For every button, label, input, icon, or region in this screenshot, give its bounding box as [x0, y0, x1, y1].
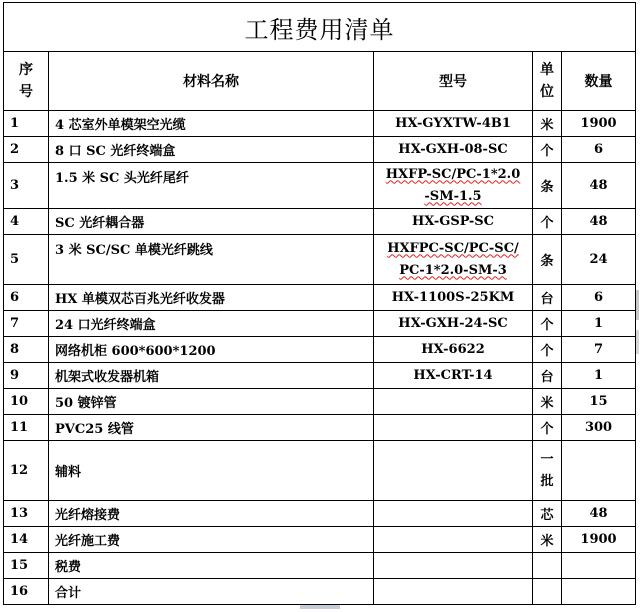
table-row [4, 527, 636, 553]
cell-model [374, 527, 533, 553]
cell-qty: 48 [562, 501, 636, 527]
cell-name: 辅料 [49, 441, 374, 501]
cell-name: 24 口光纤终端盒 [49, 311, 374, 337]
scroll-edge-mark-2 [636, 330, 639, 354]
header-unit-line2: 位 [540, 84, 554, 100]
scroll-edge-mark [636, 290, 639, 320]
cell-unit: 条 [533, 235, 562, 285]
cell-qty: 6 [562, 285, 636, 311]
cell-unit: 米 [533, 389, 562, 415]
cell-qty [562, 553, 636, 579]
table-row [4, 311, 636, 337]
cell-no: 4 [4, 209, 49, 235]
cell-qty: 15 [562, 389, 636, 415]
cell-qty: 24 [562, 235, 636, 285]
cell-no: 2 [4, 137, 49, 163]
cost-sheet [3, 2, 635, 608]
cell-no: 12 [4, 441, 49, 501]
cell-model [374, 163, 533, 209]
header-unit [533, 52, 562, 111]
bottom-edge-mark [300, 605, 340, 609]
cell-model [374, 415, 533, 441]
cell-qty [562, 579, 636, 605]
cell-model [374, 441, 533, 501]
cell-unit: 米 [533, 527, 562, 553]
cell-unit: 米 [533, 111, 562, 137]
table-row [4, 363, 636, 389]
table-row [4, 209, 636, 235]
table-row [4, 235, 636, 285]
cell-unit: 一批 [533, 441, 562, 501]
cell-no: 3 [4, 163, 49, 209]
cost-table [3, 2, 636, 605]
cell-qty: 1 [562, 363, 636, 389]
model-line: HX-6622 [421, 341, 485, 357]
cell-name: 光纤施工费 [49, 527, 374, 553]
cell-qty: 300 [562, 415, 636, 441]
table-body [4, 111, 636, 605]
cell-no: 8 [4, 337, 49, 363]
cell-unit: 个 [533, 415, 562, 441]
header-no [4, 52, 49, 111]
cell-qty: 48 [562, 163, 636, 209]
table-row [4, 111, 636, 137]
header-name: 材料名称 [49, 52, 374, 111]
cell-no: 10 [4, 389, 49, 415]
header-qty: 数量 [562, 52, 636, 111]
cell-name: 合计 [49, 579, 374, 605]
cell-no: 11 [4, 415, 49, 441]
table-row [4, 579, 636, 605]
table-row [4, 553, 636, 579]
cell-model [374, 111, 533, 137]
model-line: HXFPC-SC/PC-SC/ [387, 240, 519, 256]
cell-unit: 条 [533, 163, 562, 209]
cell-unit [533, 579, 562, 605]
header-no-line2: 号 [19, 84, 33, 100]
header-row [4, 52, 636, 111]
cell-no: 7 [4, 311, 49, 337]
cell-qty: 6 [562, 137, 636, 163]
table-row [4, 285, 636, 311]
cell-qty: 7 [562, 337, 636, 363]
title-row [4, 3, 636, 52]
header-no-line1: 序 [19, 62, 33, 78]
table-row [4, 501, 636, 527]
cell-no: 15 [4, 553, 49, 579]
cell-name: 1.5 米 SC 头光纤尾纤 [49, 163, 374, 209]
cell-no: 13 [4, 501, 49, 527]
model-line: HX-CRT-14 [413, 367, 493, 383]
cell-no: 5 [4, 235, 49, 285]
model-line: HX-GYXTW-4B1 [395, 115, 511, 131]
cell-model [374, 553, 533, 579]
cell-no: 14 [4, 527, 49, 553]
cell-model [374, 389, 533, 415]
table-row [4, 337, 636, 363]
header-model: 型号 [374, 52, 533, 111]
table-row [4, 163, 636, 209]
cell-qty: 1900 [562, 527, 636, 553]
cell-model [374, 285, 533, 311]
model-line: HX-GXH-08-SC [398, 141, 508, 157]
cell-qty: 48 [562, 209, 636, 235]
cell-model [374, 311, 533, 337]
cell-name: 税费 [49, 553, 374, 579]
cell-name: SC 光纤耦合器 [49, 209, 374, 235]
model-line: HXFP-SC/PC-1*2.0 [385, 166, 521, 182]
model-line: HX-GSP-SC [412, 213, 494, 229]
cell-name: PVC25 线管 [49, 415, 374, 441]
page-title: 工程费用清单 [4, 3, 636, 52]
cell-unit [533, 553, 562, 579]
cell-unit: 芯 [533, 501, 562, 527]
table-row [4, 389, 636, 415]
cell-no: 16 [4, 579, 49, 605]
cell-model [374, 137, 533, 163]
header-unit-line1: 单 [540, 62, 554, 78]
cell-no: 1 [4, 111, 49, 137]
cell-name: 光纤熔接费 [49, 501, 374, 527]
cell-qty: 1900 [562, 111, 636, 137]
cell-name: HX 单模双芯百兆光纤收发器 [49, 285, 374, 311]
cell-unit: 个 [533, 311, 562, 337]
cell-model [374, 235, 533, 285]
cell-name: 机架式收发器机箱 [49, 363, 374, 389]
cell-unit: 台 [533, 363, 562, 389]
cell-name: 4 芯室外单模架空光缆 [49, 111, 374, 137]
model-line: HX-GXH-24-SC [398, 315, 508, 331]
model-line: PC-1*2.0-SM-3 [399, 262, 507, 278]
cell-unit: 个 [533, 209, 562, 235]
cell-name: 50 镀锌管 [49, 389, 374, 415]
cell-unit: 个 [533, 337, 562, 363]
cell-unit: 个 [533, 137, 562, 163]
cell-qty: 1 [562, 311, 636, 337]
cell-no: 6 [4, 285, 49, 311]
cell-model [374, 363, 533, 389]
cell-unit: 台 [533, 285, 562, 311]
cell-name: 8 口 SC 光纤终端盒 [49, 137, 374, 163]
cell-model [374, 209, 533, 235]
table-row [4, 137, 636, 163]
model-line: -SM-1.5 [424, 188, 482, 204]
cell-no: 9 [4, 363, 49, 389]
cell-model [374, 337, 533, 363]
table-row [4, 415, 636, 441]
cell-qty [562, 441, 636, 501]
cell-name: 3 米 SC/SC 单模光纤跳线 [49, 235, 374, 285]
model-line: HX-1100S-25KM [391, 289, 515, 305]
cell-model [374, 579, 533, 605]
cell-name: 网络机柜 600*600*1200 [49, 337, 374, 363]
table-row [4, 441, 636, 501]
cell-model [374, 501, 533, 527]
